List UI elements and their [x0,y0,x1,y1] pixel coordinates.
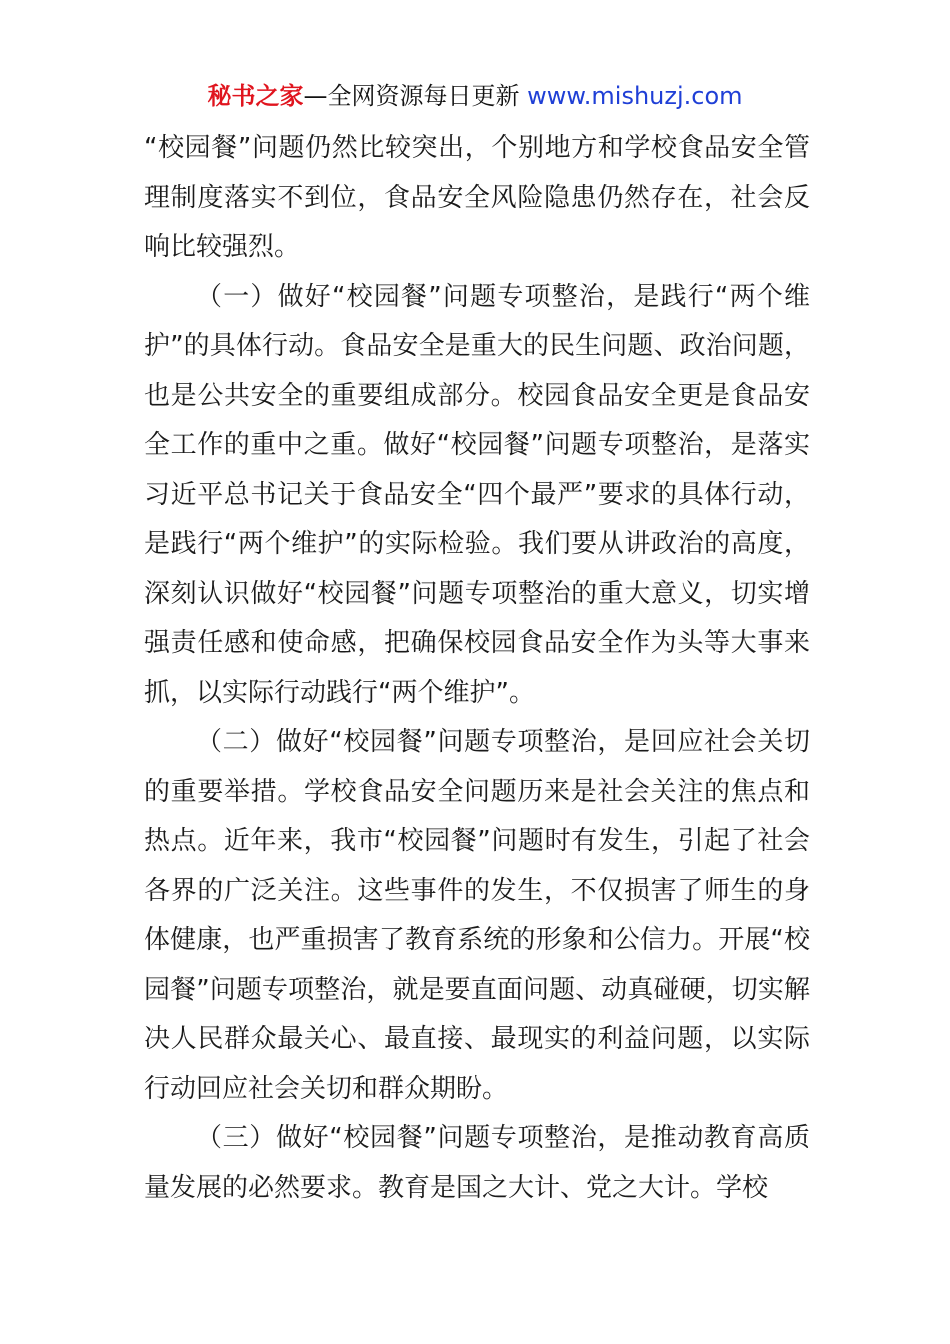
paragraph-section-3: （三）做好“校园餐”问题专项整治，是推动教育高质量发展的必然要求。教育是国之大计、党之大计。学校 [144,1123,810,1203]
paragraph-section-2: （二）做好“校园餐”问题专项整治，是回应社会关切的重要举措。学校食品安全问题历来是社会关注的焦点和热点。近年来，我市“校园餐”问题时有发生，引起了社会各界的广泛关注。这些事件的发生，不仅损害了师生的身体健康，也严重损害了教育系统的形象和公信力。开展“校园餐”问题专项整治，就是要直面问题、动真碰硬，切实解决人民群众最关心、最直接、最现实的利益问题，以实际行动回应社会关切和群众期盼。 [144,727,810,1104]
header-tagline: —全网资源每日更新 [303,82,528,110]
paragraph-continuation: “校园餐”问题仍然比较突出，个别地方和学校食品安全管理制度落实不到位，食品安全风险隐患仍然存在，社会反响比较强烈。 [144,133,810,262]
site-url-link[interactable]: www.mishuzj.com [527,82,743,110]
paragraph-section-1: （一）做好“校园餐”问题专项整治，是践行“两个维护”的具体行动。食品安全是重大的民生问题、政治问题，也是公共安全的重要组成部分。校园食品安全更是食品安全工作的重中之重。做好“校园餐”问题专项整治，是落实习近平总书记关于食品安全“四个最严”要求的具体行动，是践行“两个维护”的实际检验。我们要从讲政治的高度，深刻认识做好“校园餐”问题专项整治的重大意义，切实增强责任感和使命感，把确保校园食品安全作为头等大事来抓，以实际行动践行“两个维护”。 [144,281,810,708]
site-header [0,80,950,112]
document-body [144,124,810,1213]
brand-name: 秘书之家 [207,82,304,110]
